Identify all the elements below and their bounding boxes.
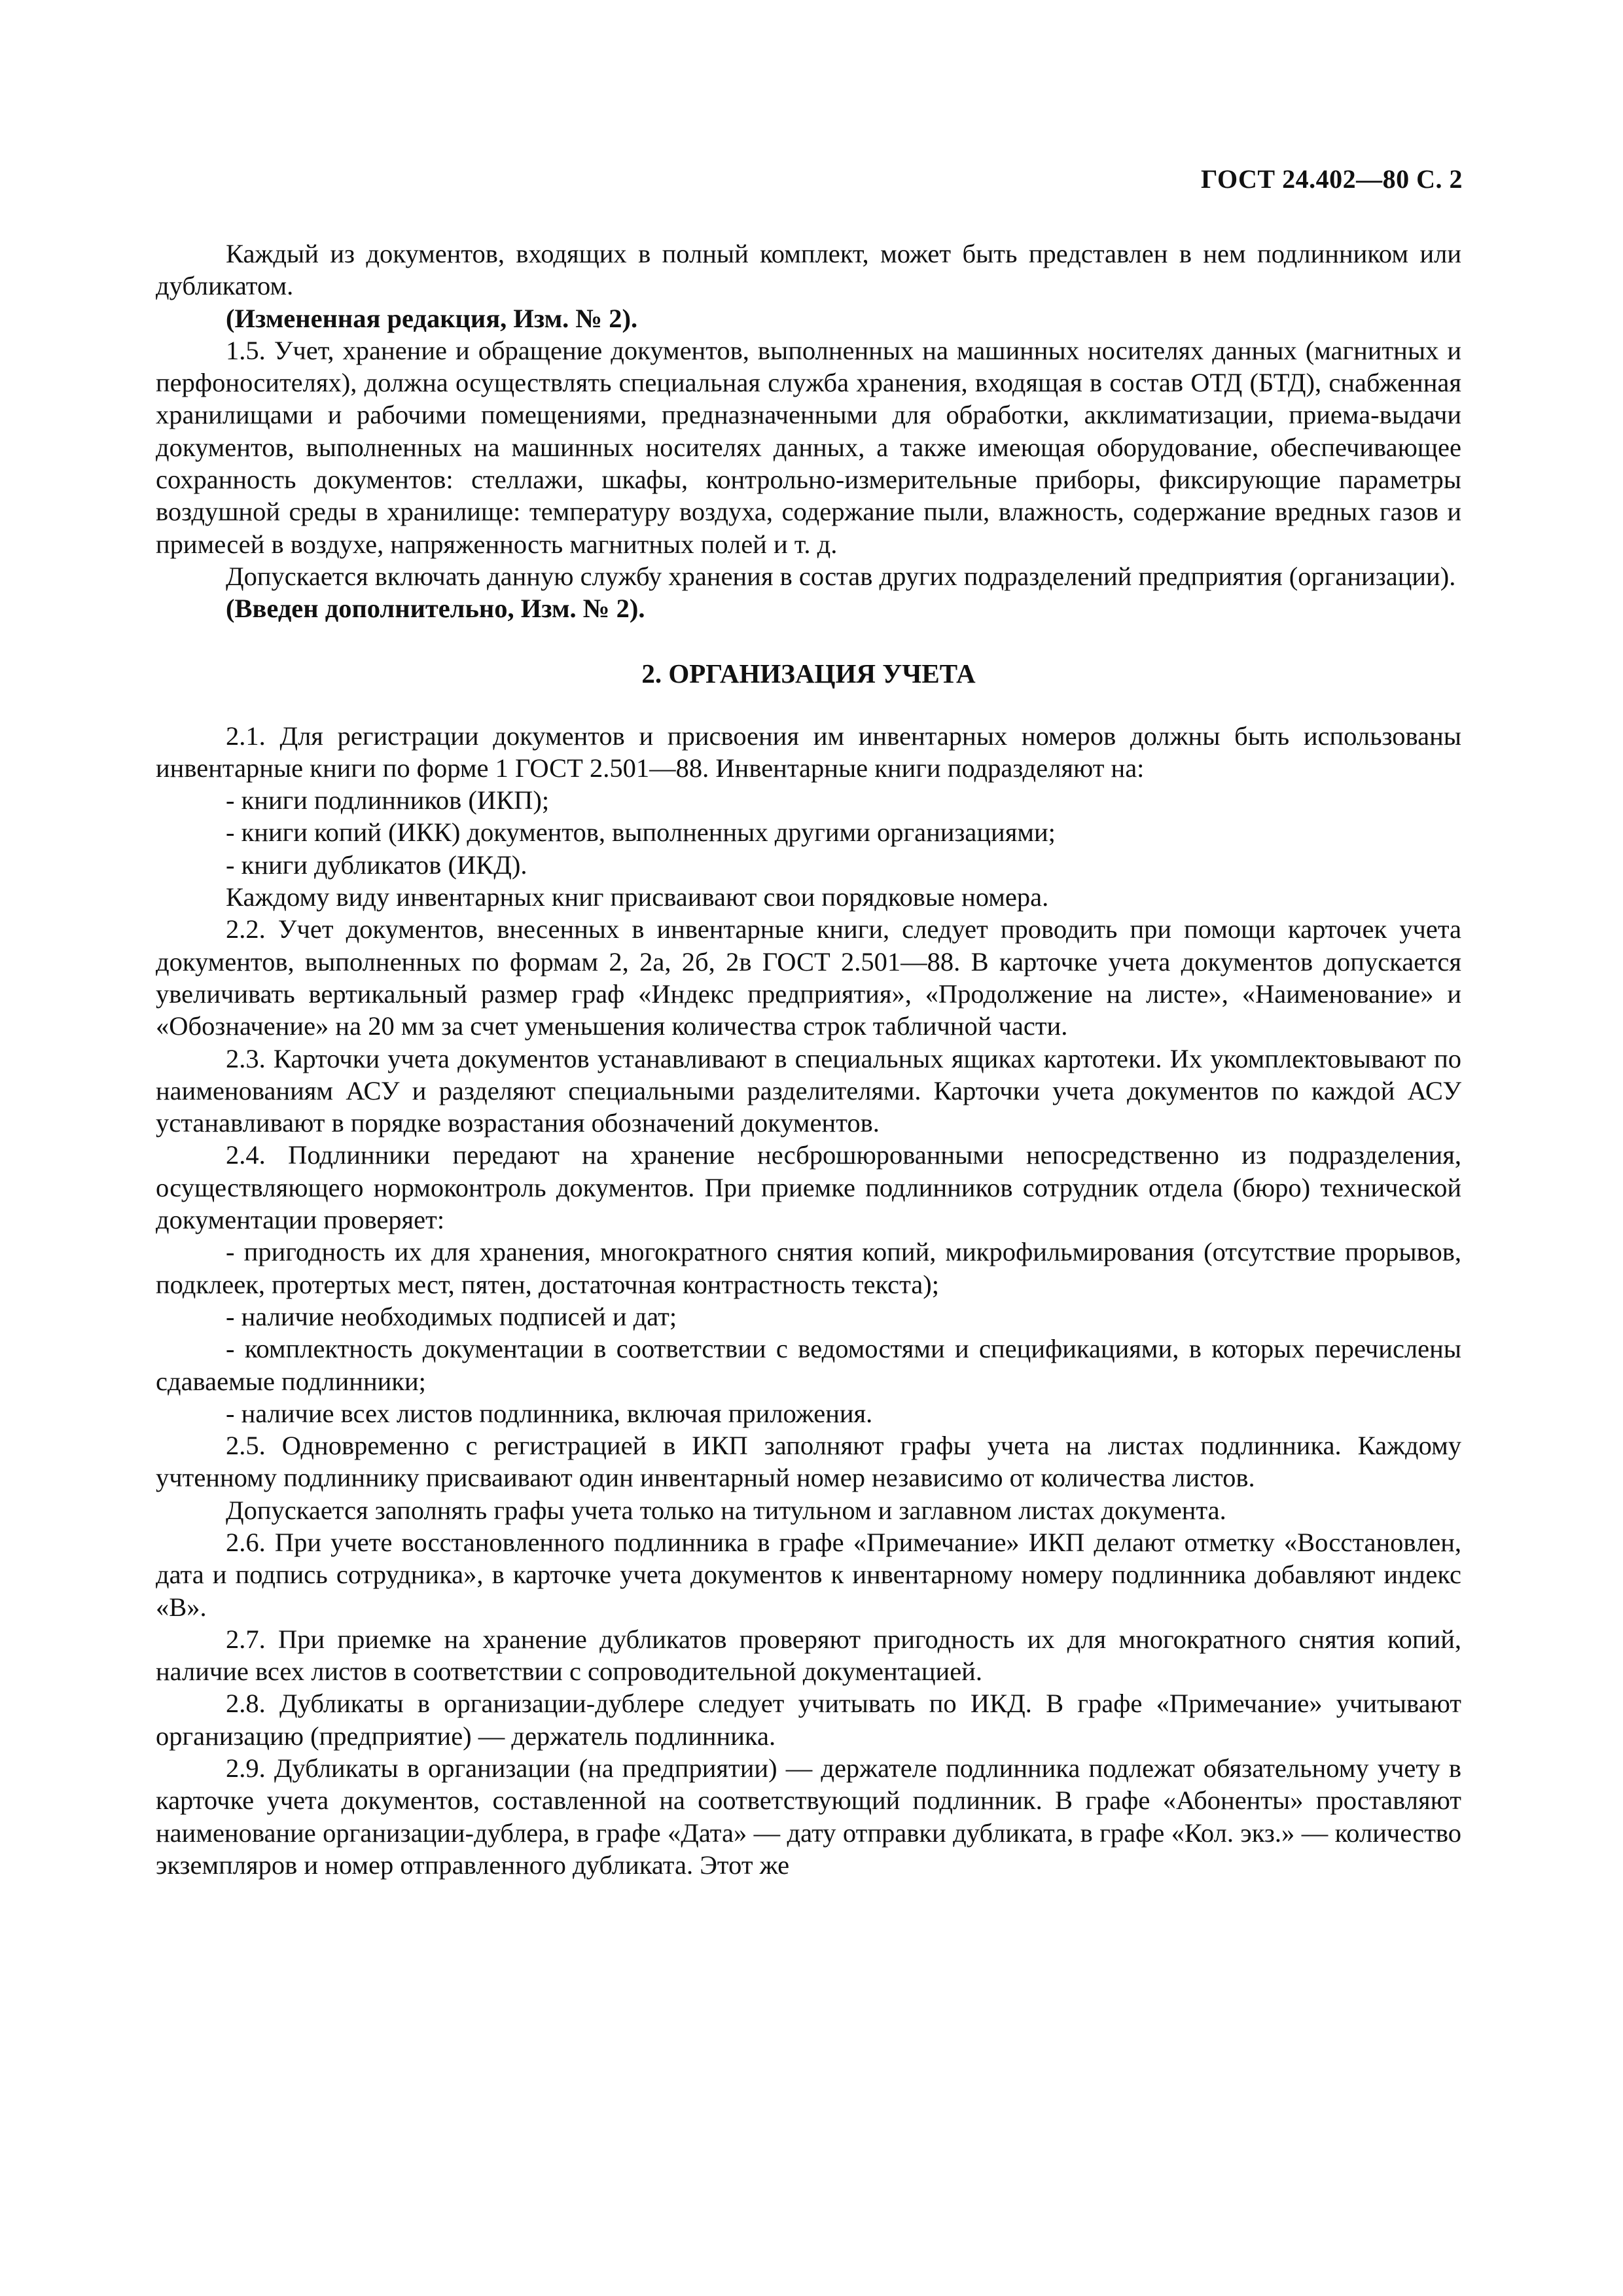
- paragraph: 2.4. Подлинники передают на хранение несброшюрованными непосредственно из подразделения, осуществляющего нормоконтроль документов. При приемке подлинников сотрудник отдела (бюро) технической документации проверяет:: [156, 1140, 1461, 1235]
- document-body: [156, 238, 1461, 1881]
- amendment-note: (Введен дополнительно, Изм. № 2).: [226, 594, 645, 624]
- paragraph: 2.7. При приемке на хранение дубликатов проверяют пригодность их для многократного снятия копий, наличие всех листов в соответствии с сопроводительной документацией.: [156, 1624, 1461, 1687]
- list-item: - книги дубликатов (ИКД).: [226, 850, 527, 880]
- paragraph: 2.2. Учет документов, внесенных в инвентарные книги, следует проводить при помощи карточек учета документов, выполненных по формам 2, 2а, 2б, 2в ГОСТ 2.501—88. В карточке учета документов допускается увеличивать вертикальный размер граф «Индекс предприятия», «Продолжение на листе», «Наименование» и «Обозначение» на 20 мм за счет уменьшения количества строк табличной части.: [156, 914, 1461, 1041]
- paragraph: 2.5. Одновременно с регистрацией в ИКП заполняют графы учета на листах подлинника. Каждому учтенному подлиннику присваивают один инвентарный номер независимо от количества листов.: [156, 1431, 1461, 1493]
- paragraph: Каждому виду инвентарных книг присваивают свои порядковые номера.: [226, 882, 1049, 912]
- paragraph: 2.6. При учете восстановленного подлинника в графе «Примечание» ИКП делают отметку «Восстановлен, дата и подпись сотрудника», в карточке учета документов к инвентарному номеру подлинника добавляют индекс «В».: [156, 1527, 1461, 1622]
- list-item: - книги подлинников (ИКП);: [226, 785, 550, 816]
- page-header: ГОСТ 24.402—80 С. 2: [1200, 164, 1463, 194]
- section-title: 2. ОРГАНИЗАЦИЯ УЧЕТА: [641, 658, 976, 689]
- list-item: - наличие необходимых подписей и дат;: [226, 1301, 677, 1331]
- list-item: - книги копий (ИКК) документов, выполненных другими организациями;: [226, 817, 1056, 848]
- paragraph: Каждый из документов, входящих в полный комплект, может быть представлен в нем подлинником или дубликатом.: [156, 239, 1461, 301]
- paragraph: 2.9. Дубликаты в организации (на предприятии) — держателе подлинника подлежат обязательному учету в карточке учета документов, составленной на соответствующий подлинник. В графе «Абоненты» проставляют наименование организации-дублера, в графе «Дата» — дату отправки дубликата, в графе «Кол. экз.» — количество экземпляров и номер отправленного дубликата. Этот же: [156, 1753, 1461, 1880]
- list-item: - наличие всех листов подлинника, включая приложения.: [226, 1398, 873, 1428]
- list-item: - пригодность их для хранения, многократного снятия копий, микрофильмирования (отсутствие прорывов, подклеек, протертых мест, пятен, достаточная контрастность текста);: [156, 1237, 1461, 1299]
- paragraph: 2.1. Для регистрации документов и присвоения им инвентарных номеров должны быть использованы инвентарные книги по форме 1 ГОСТ 2.501—88. Инвентарные книги подразделяют на:: [156, 721, 1461, 783]
- paragraph: Допускается включать данную службу хранения в состав других подразделений предприятия (организации).: [226, 561, 1456, 591]
- paragraph: 2.3. Карточки учета документов устанавливают в специальных ящиках картотеки. Их укомплектовывают по наименованиям АСУ и разделяют специальными разделителями. Карточки учета документов по каждой АСУ устанавливают в порядке возрастания обозначений документов.: [156, 1043, 1461, 1138]
- paragraph: 1.5. Учет, хранение и обращение документов, выполненных на машинных носителях данных (магнитных и перфоносителях), должна осуществлять специальная служба хранения, входящая в состав ОТД (БТД), снабженная хранилищами и рабочими помещениями, предназначенными для обработки, акклиматизации, приема-выдачи документов, выполненных на машинных носителях данных, а также имеющая оборудование, обеспечивающее сохранность документов: стеллажи, шкафы, контрольно-измерительные приборы, фиксирующие параметры воздушной среды в хранилище: температуру воздуха, содержание пыли, влажность, содержание вредных газов и примесей в воздухе, напряженность магнитных полей и т. д.: [156, 335, 1461, 559]
- list-item: - комплектность документации в соответствии с ведомостями и спецификациями, в которых перечислены сдаваемые подлинники;: [156, 1334, 1461, 1396]
- amendment-note: (Измененная редакция, Изм. № 2).: [226, 303, 638, 333]
- paragraph: Допускается заполнять графы учета только на титульном и заглавном листах документа.: [226, 1495, 1226, 1525]
- paragraph: 2.8. Дубликаты в организации-дублере следует учитывать по ИКД. В графе «Примечание» учитывают организацию (предприятие) — держатель подлинника.: [156, 1689, 1461, 1751]
